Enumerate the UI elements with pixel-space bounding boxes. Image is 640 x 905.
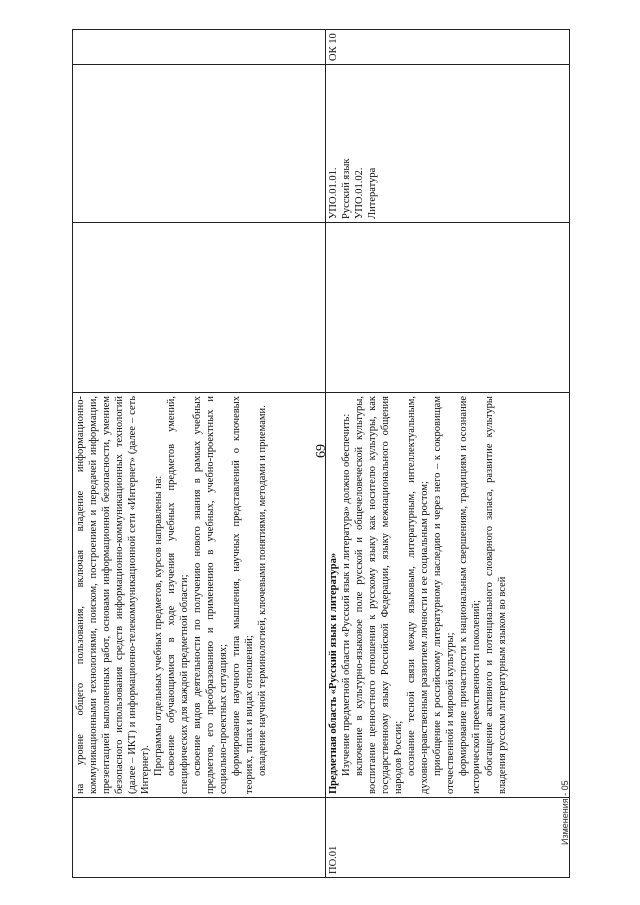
subjects-cell <box>326 65 570 223</box>
competence-cell: ОК 10 <box>326 30 570 65</box>
paragraph: на уровне общего пользования, включая владение информационно-коммуникационными технологиями, поиском, построением и передачей информации, презентацией выполненных работ, основами информационной безопасности, умением безопасного использования средств информационно-коммуникационных технологий (далее – ИКТ) и информационно-телекоммуникационной сети «Интернет» (далее – сеть Интернет). <box>75 396 151 794</box>
subject-name: Русский язык <box>341 158 352 219</box>
paragraph: освоение видов деятельности по получению нового знания в рамках учебных предметов, его преобразованию и применению в учебных, учебно-проектных и социально-проектных ситуациях; <box>192 396 229 794</box>
paragraph: формирование научного типа мышления, научных представлений о ключевых теориях, типах и видах отношений; <box>231 396 255 794</box>
paragraph: овладение научной терминологией, ключевыми понятиями, методами и приемами. <box>257 405 268 776</box>
table-row <box>326 30 570 878</box>
paragraph: формирование причастности к национальным свершениям, традициям и осознание исторической преемственности поколений; <box>458 396 482 794</box>
empty-cell <box>73 223 326 393</box>
section-heading: Предметная область «Русский язык и литература» <box>328 552 339 794</box>
paragraph: обогащение активного и потенциального словарного запаса, развитие культуры владения русским литературным языком во всей <box>484 396 508 794</box>
revision-note: Изменения - 05 <box>560 780 570 845</box>
paragraph: приобщение к российскому литературному наследию и через него – к сокровищам отечественной и мировой культуры; <box>432 396 456 794</box>
competence-cell <box>73 30 326 65</box>
empty-cell <box>326 223 570 393</box>
subject-code: УПО.01.01. <box>328 167 339 219</box>
subject-code: УПО.01.02. <box>354 167 365 219</box>
paragraph: включение в культурно-языковое поле русской и общечеловеческой культуры, воспитание ценностного отношения к русскому языку как носителю культуры, как государственному языку Российской Федерации, языку межнационального общения народов России; <box>354 396 404 794</box>
curriculum-table <box>72 29 570 878</box>
code-cell: ПО.01 <box>326 798 570 878</box>
code-cell <box>73 798 326 878</box>
paragraph: Программы отдельных учебных предметов, курсов направлены на: <box>153 475 164 776</box>
page-number: 69 <box>314 444 329 458</box>
table-row <box>73 30 326 878</box>
paragraph: Изучение предметной области «Русский язык и литература» должно обеспечить: <box>341 413 352 776</box>
rotated-table-wrapper <box>72 30 570 878</box>
content-cell <box>73 393 326 798</box>
subjects-cell <box>73 65 326 223</box>
subject-name: Литература <box>367 167 378 219</box>
paragraph: осознание тесной связи между языковым, литературным, интеллектуальным, духовно-нравственным развитием личности и ее социальным ростом; <box>406 396 430 794</box>
paragraph: освоение обучающимися в ходе изучения учебных предметов умений, специфических для каждой предметной области; <box>166 396 190 794</box>
content-cell <box>326 393 570 798</box>
